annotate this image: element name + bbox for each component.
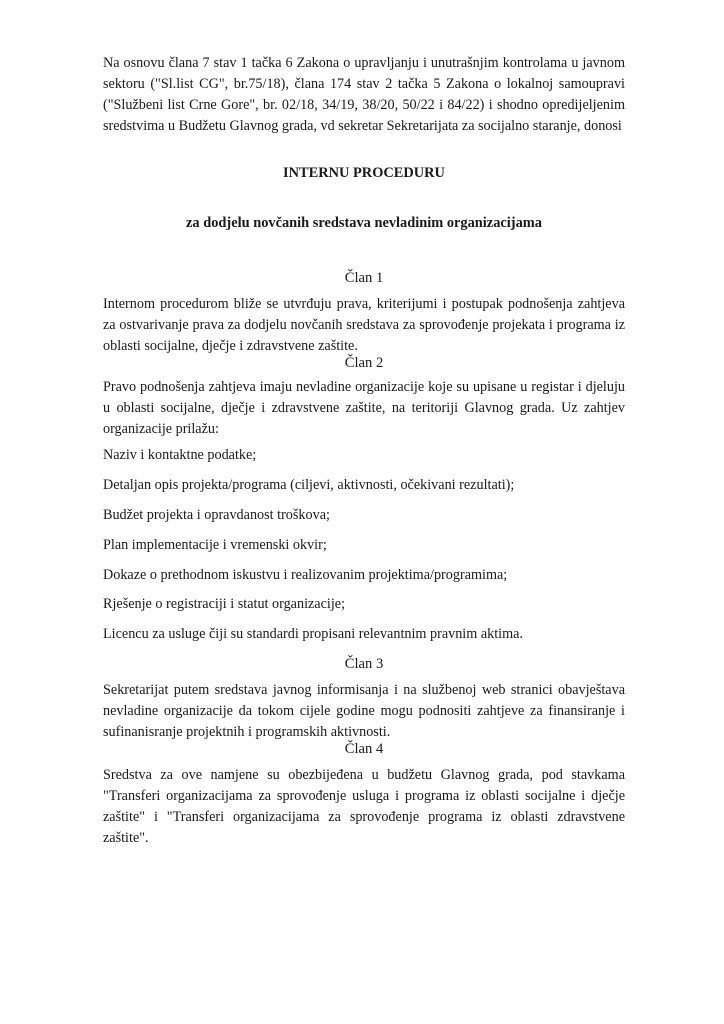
article-4-heading: Član 4 — [344, 741, 384, 757]
article-1-text: Internom procedurom bliže se utvrđuju prava, kriterijumi i postupak podnošenja zahtjeva za ostvarivanje prava za dodjelu novčanih sredstava za sprovođenje projekata i programa iz oblasti socijalne, dječje i zdravstvene zaštite. — [103, 296, 625, 354]
list-item: Budžet projekta i opravdanost troškova; — [103, 507, 330, 523]
list-item: Plan implementacije i vremenski okvir; — [103, 537, 327, 553]
list-item: Detaljan opis projekta/programa (ciljevi, aktivnosti, očekivani rezultati); — [103, 477, 515, 493]
article-3-heading: Član 3 — [344, 656, 384, 672]
preamble-paragraph: Na osnovu člana 7 stav 1 tačka 6 Zakona o upravljanju i unutrašnjim kontrolama u javnom sektoru ("Sl.list CG", br.75/18), člana 174 stav 2 tačka 5 Zakona o lokalnoj samoupravi ("Službeni list Crne Gore", br. 02/18, 34/19, 38/20, 50/22 i 84/22) i shodno opredijeljenim sredstvima u Budžetu Glavnog grada, vd sekretar Sekretarijata za socijalno staranje, donosi — [103, 55, 625, 134]
document-title: INTERNU PROCEDURU — [283, 165, 445, 181]
article-4-text: Sredstva za ove namjene su obezbijeđena u budžetu Glavnog grada, pod stavkama "Transferi organizacijama za sprovođenje usluga i programa iz oblasti socijalne i dječje zaštite" i "Transferi organizacijama za sprovođenje programa iz oblasti zdravstvene zaštite". — [103, 767, 625, 846]
list-item: Dokaze o prethodnom iskustvu i realizovanim projektima/programima; — [103, 567, 508, 583]
list-item: Rješenje o registraciji i statut organizacije; — [103, 596, 346, 612]
article-2-text: Pravo podnošenja zahtjeva imaju nevladine organizacije koje su upisane u registar i djeluju u oblasti socijalne, dječje i zdravstvene zaštite, na teritoriji Glavnog grada. Uz zahtjev organizacije prilažu: — [103, 379, 625, 437]
article-2-heading: Član 2 — [344, 355, 384, 371]
article-1-heading: Član 1 — [344, 270, 384, 286]
document-subtitle: za dodjelu novčanih sredstava nevladinim organizacijama — [186, 215, 542, 231]
list-item: Licencu za usluge čiji su standardi propisani relevantnim pravnim aktima. — [103, 626, 523, 642]
list-item: Naziv i kontaktne podatke; — [103, 447, 257, 463]
article-3-text: Sekretarijat putem sredstava javnog informisanja i na službenoj web stranici obavještava nevladine organizacije da tokom cijele godine mogu podnositi zahtjeve za finansiranje i sufinanisranje projektnih i programskih aktivnosti. — [103, 682, 625, 740]
